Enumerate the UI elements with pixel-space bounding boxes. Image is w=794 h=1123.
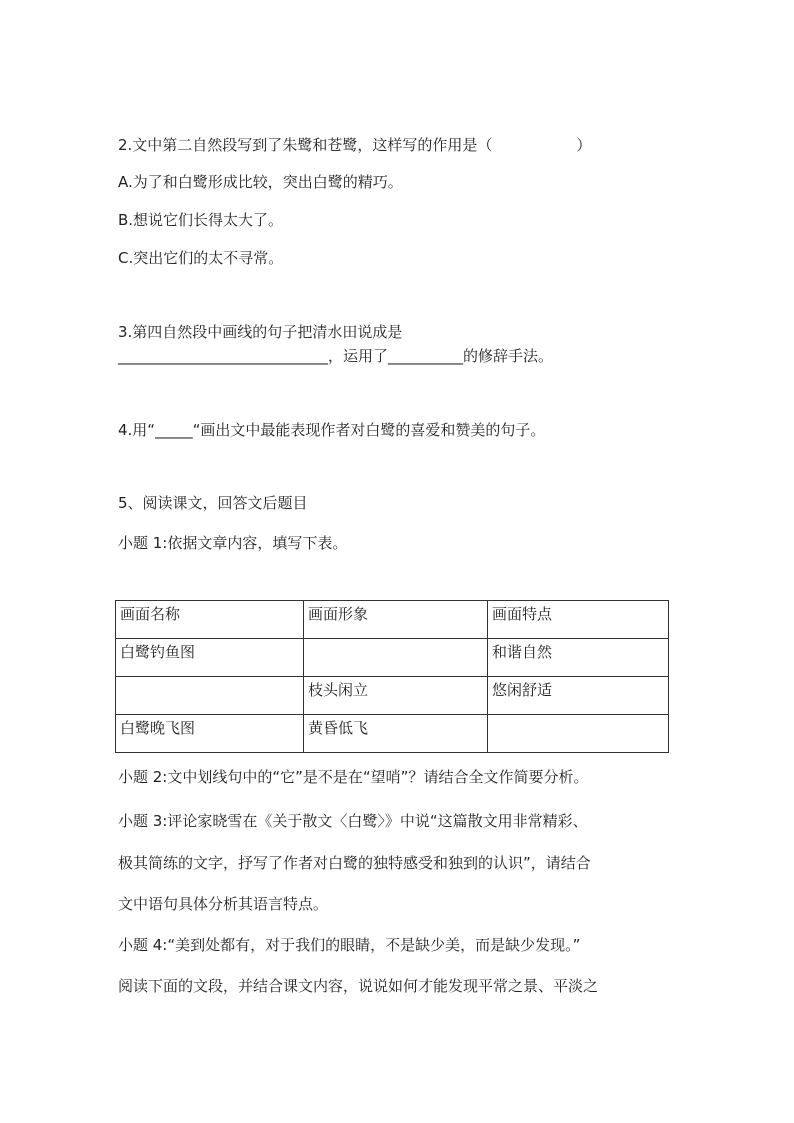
table-row — [116, 639, 669, 677]
question-2-stem — [118, 135, 591, 155]
table-row — [116, 601, 669, 639]
question-2-option-c: C.突出它们的太不寻常。 — [118, 249, 284, 267]
table-cell: 和谐自然 — [488, 639, 669, 677]
table-cell: 枝头闲立 — [304, 677, 488, 715]
sub-question-3-line-3: 文中语句具体分析其语言特点。 — [118, 895, 329, 913]
table-cell: 白鹭钓鱼图 — [116, 639, 304, 677]
sub-question-3-line-1: 小题 3:评论家晓雪在《关于散文〈白鹭〉》中说“这篇散文用非常精彩、 — [118, 812, 588, 830]
sub-question-2: 小题 2:文中划线句中的“它”是不是在“望哨”？请结合全文作简要分析。 — [118, 768, 589, 786]
question-2-stem-end: ） — [576, 136, 592, 154]
question-2-stem-start: 2.文中第二自然段写到了朱鹭和苍鹭，这样写的作用是（ — [118, 136, 493, 154]
question-4: 4.用“_____“画出文中最能表现作者对白鹭的喜爱和赞美的句子。 — [118, 421, 546, 439]
question-3-line-1: 3.第四自然段中画线的句子把清水田说成是 — [118, 323, 403, 341]
table-row — [116, 677, 669, 715]
table-cell: 悠闲舒适 — [488, 677, 669, 715]
table-cell-blank — [304, 639, 488, 677]
sub-question-1: 小题 1:依据文章内容，填写下表。 — [118, 534, 348, 552]
picture-table — [115, 600, 669, 753]
question-2-option-a: A.为了和白鹭形成比较，突出白鹭的精巧。 — [118, 173, 403, 191]
table-cell: 白鹭晚飞图 — [116, 715, 304, 753]
table-cell: 黄昏低飞 — [304, 715, 488, 753]
question-5-title: 5、阅读课文，回答文后题目 — [118, 494, 308, 512]
sub-question-4-line-1: 小题 4:“美到处都有，对于我们的眼睛，不是缺少美，而是缺少发现。” — [118, 936, 581, 954]
table-cell-blank — [488, 715, 669, 753]
question-2-option-b: B.想说它们长得太大了。 — [118, 211, 284, 229]
sub-question-4-line-2: 阅读下面的文段，并结合课文内容，说说如何才能发现平常之景、平淡之 — [118, 977, 599, 995]
question-3-line-2: ____________________________，运用了__________的修辞手法。 — [118, 347, 554, 365]
table-cell: 画面特点 — [488, 601, 669, 639]
table-cell-blank — [116, 677, 304, 715]
table-row — [116, 715, 669, 753]
table-cell: 画面形象 — [304, 601, 488, 639]
sub-question-3-line-2: 极其简练的文字，抒写了作者对白鹭的独特感受和独到的认识”，请结合 — [118, 854, 591, 872]
table-cell: 画面名称 — [116, 601, 304, 639]
